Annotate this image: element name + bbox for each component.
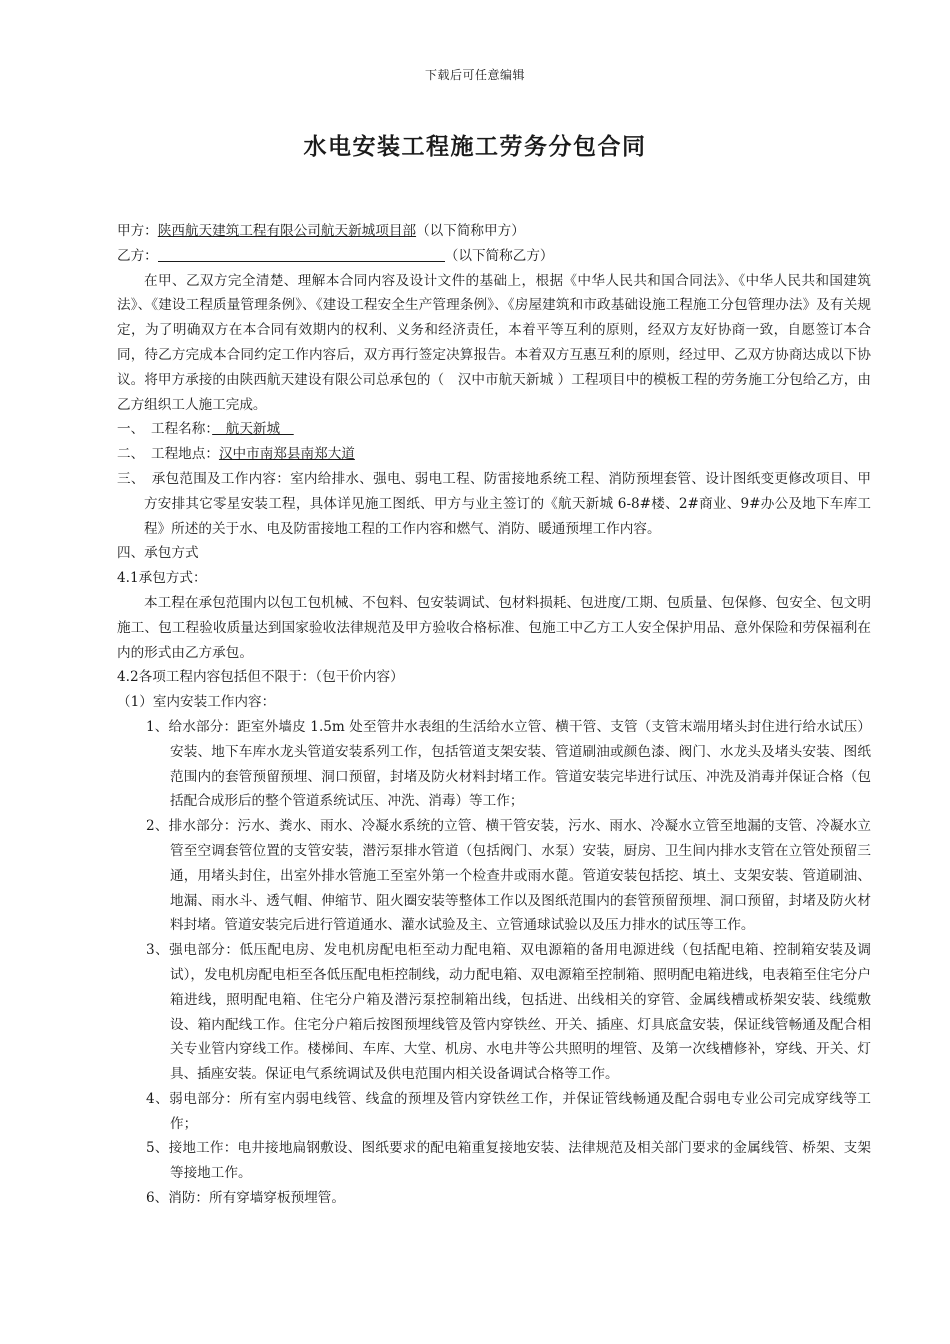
preamble [117, 269, 871, 418]
indoor-work-heading: （1）室内安装工作内容： [117, 694, 276, 711]
section-2-label: 二、 工程地点： [117, 446, 219, 463]
list-item-weak-electric: 4、弱电部分：所有室内弱电线管、线盒的预埋及管内穿铁丝工作，并保证管线畅通及配合弱电专业公司完成穿线等工作； [146, 1090, 871, 1132]
header-note: 下载后可任意编辑 [424, 68, 525, 82]
project-location: 汉中市南郑县南郑大道 [218, 446, 355, 463]
list-item-grounding: 5、接地工作：电井接地扁钢敷设、图纸要求的配电箱重复接地安装、法律规范及相关部门要求的金属线管、桥架、支架等接地工作。 [146, 1140, 871, 1182]
party-a-suffix: （以下简称甲方） [416, 223, 525, 239]
section-1 [117, 417, 871, 442]
contract-body [117, 219, 871, 1211]
subsection-4-2-heading: 4.2各项工程内容包括但不限于：（包干价内容） [117, 669, 404, 686]
party-a-name: 陕西航天建筑工程有限公司航天新城项目部 [157, 223, 417, 239]
section-2 [117, 442, 871, 467]
party-b-blank [158, 245, 445, 262]
document-title: 水电安装工程施工劳务分包合同 [303, 133, 647, 160]
section-4-heading: 四、承包方式 [117, 545, 199, 562]
section-3: 三、 承包范围及工作内容：室内给排水、强电、弱电工程、防雷接地系统工程、消防预埋套管、设计图纸变更修改项目、甲方安排其它零星安装工程，具体详见施工图纸、甲方与业主签订的《航天新城 6-8#楼、2#商业、9#办公及地下车库工程》所述的关于水、电及防雷接地工程的工作内容和燃气、消防、暖通预埋工作内容。 [117, 470, 871, 537]
party-b-label: 乙方： [117, 247, 158, 264]
project-name: 航天新城 [212, 421, 294, 438]
list-item-water-supply: 1、给水部分：距室外墙皮 1.5m 处至管井水表组的生活给水立管、横干管、支管（支管末端用堵头封住进行给水试压）安装、地下车库水龙头管道安装系列工作，包括管道支架安装、管道刷油或颜色漆、阀门、水龙头及堵头安装、图纸范围内的套管预留预埋、洞口预留，封堵及防火材料封堵工作。管道安装完毕进行试压、冲洗及消毒并保证合格（包括配合成形后的整个管道系统试压、冲洗、消毒）等工作； [146, 718, 871, 810]
party-b-suffix: （以下简称乙方） [444, 247, 554, 264]
preamble-part2: ）工程项目中的模板工程的劳务施工分包给乙方，由乙方组织工人施工完成。 [117, 371, 872, 413]
subsection-4-1-heading: 4.1承包方式： [117, 570, 207, 587]
party-a-line [117, 219, 871, 244]
preamble-part1: 在甲、乙双方完全清楚、理解本合同内容及设计文件的基础上，根据《中华人民共和国合同法》、《中华人民共和国建筑法》、《建设工程质量管理条例》、《建设工程安全生产管理条例》、《房屋建筑和市政基础设施工程施工分包管理办法》及有关规定，为了明确双方在本合同有效期内的权利、义务和经济责任，本着平等互利的原则，经双方友好协商一致，自愿签订本合同，待乙方完成本合同约定工作内容后，双方再行签定决算报告。本着双方互惠互利的原则，经过甲、乙双方协商达成以下协议。将甲方承接的由陕西航天建设有限公司总承包的（ [117, 272, 871, 388]
party-b-line [117, 244, 871, 269]
subsection-4-1-body: 本工程在承包范围内以包工包机械、不包料、包安装调试、包材料损耗、包进度/工期、包质量、包保修、包安全、包文明施工、包工程验收质量达到国家验收法律规范及甲方验收合格标准、包施工中乙方工人安全保护用品、意外保险和劳保福利在内的形式由乙方承包。 [117, 594, 871, 661]
section-1-label: 一、 工程名称： [117, 421, 213, 438]
preamble-project: 汉中市航天新城 [457, 371, 554, 388]
party-a-label: 甲方： [117, 223, 158, 239]
list-item-fire-protection: 6、消防：所有穿墙穿板预埋管。 [146, 1190, 345, 1207]
list-item-strong-electric: 3、强电部分：低压配电房、发电机房配电柜至动力配电箱、双电源箱的备用电源进线（包括配电箱、控制箱安装及调试），发电机房配电柜至各低压配电柜控制线，动力配电箱、双电源箱至控制箱、照明配电箱进线，电表箱至住宅分户箱进线，照明配电箱、住宅分户箱及潜污泵控制箱出线，包括进、出线相关的穿管、金属线槽或桥架安装、线缆敷设、箱内配线工作。住宅分户箱后按图预埋线管及管内穿铁丝、开关、插座、灯具底盒安装，保证线管畅通及配合相关专业管内穿线工作。楼梯间、车库、大堂、机房、水电井等公共照明的埋管、及第一次线槽修补，穿线、开关、灯具、插座安装。保证电气系统调试及供电范围内相关设备调试合格等工作。 [146, 942, 871, 1083]
list-item-drainage: 2、排水部分：污水、粪水、雨水、冷凝水系统的立管、横干管安装，污水、雨水、冷凝水立管至地漏的支管、冷凝水立管至空调套管位置的支管安装，潜污泵排水管道（包括阀门、水泵）安装，厨房、卫生间内排水支管在立管处预留三通，用堵头封住，出室外排水管施工至室外第一个检查井或雨水蓖。管道安装包括挖、填土、支架安装、管道刷油、地漏、雨水斗、透气帽、伸缩节、阻火圈安装等整体工作以及图纸范围内的套管预留预埋、洞口预留，封堵及防火材料封堵。管道安装完后进行管道通水、灌水试验及主、立管通球试验以及压力排水的试压等工作。 [146, 818, 871, 934]
